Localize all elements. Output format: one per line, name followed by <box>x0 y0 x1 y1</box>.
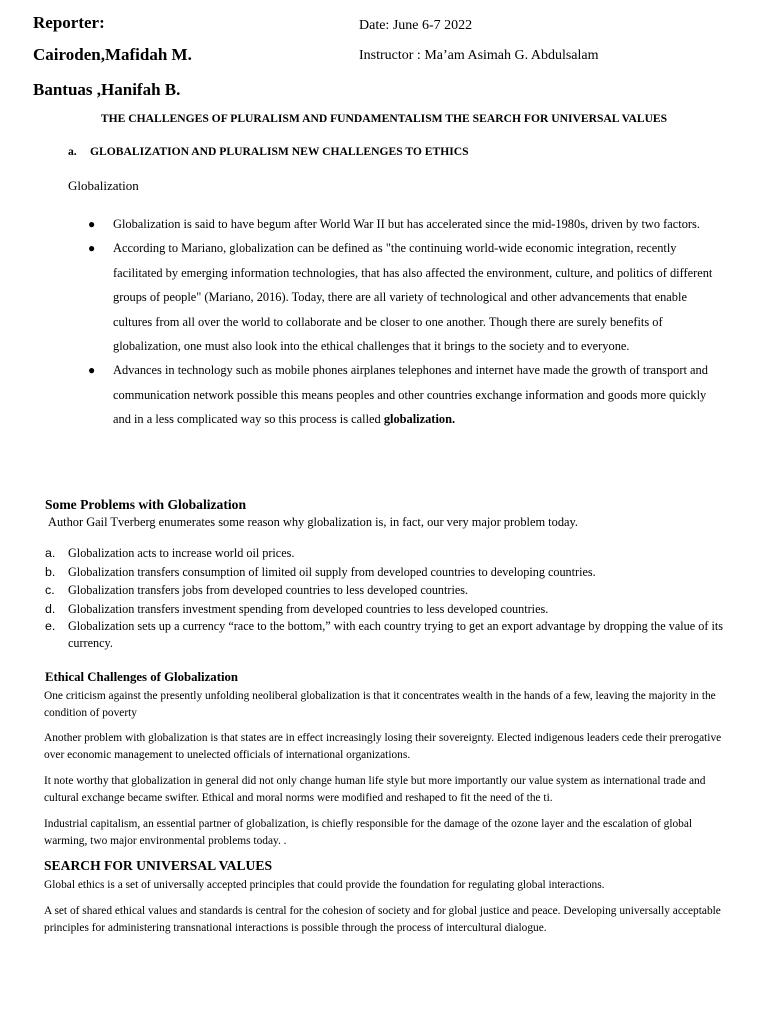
globalization-bullet-list <box>88 212 724 432</box>
bullet-text: Globalization is said to have begum after World War II but has accelerated since the mid-1980s, driven by two factors. <box>113 217 700 231</box>
reporter-name-2: Bantuas ,Hanifah B. <box>33 80 181 99</box>
universal-paragraph: Global ethics is a set of universally accepted principles that could provide the foundation for regulating global interactions. <box>44 879 605 891</box>
problem-letter: b. <box>45 564 56 579</box>
bullet-bold-term: globalization. <box>383 412 456 427</box>
reporter-label: Reporter: <box>33 13 105 32</box>
instructor-line: Instructor : Ma’am Asimah G. Abdulsalam <box>359 48 599 63</box>
problem-item <box>45 563 723 582</box>
problem-text: Globalization transfers jobs from developed countries to less developed countries. <box>68 583 469 598</box>
bullet-text: According to Mariano, globalization can be defined as "the continuing world-wide economic integration, recently facilitated by emerging information technologies, that has also affected the environment, culture, and politics of different groups of people" (Mariano, 2016). Today, there are all variety of technological and other advancements that enable cultures from all over the world to collaborate and be closer to one another. Though there are surely benefits of globalization, one must also look into the ethical challenges that it brings to the society and to everyone. <box>113 241 713 354</box>
universal-values-heading: SEARCH FOR UNIVERSAL VALUES <box>44 858 273 873</box>
problem-item <box>45 581 723 600</box>
problem-item <box>45 618 723 652</box>
problem-letter: c. <box>45 583 55 598</box>
problem-text: Globalization sets up a currency “race to the bottom,” with each country trying to get an export advantage by dropping the value of its currency. <box>68 619 723 651</box>
problem-item <box>45 600 723 619</box>
section-a-number: a. <box>68 145 77 158</box>
problem-text: Globalization transfers investment spending from developed countries to less developed countries. <box>68 601 549 616</box>
date-line: Date: June 6-7 2022 <box>359 18 473 33</box>
bullet-dot-icon: ● <box>88 217 96 231</box>
bullet-item <box>88 236 724 358</box>
ethical-paragraph: One criticism against the presently unfolding neoliberal globalization is that it concentrates wealth in the hands of a few, leaving the majority in the condition of poverty <box>44 690 716 719</box>
ethical-paragraph: Another problem with globalization is that states are in effect increasingly losing their sovereignty. Elected indigenous leaders cede their prerogative over economic management to unelected officials of international organizations. <box>44 732 722 761</box>
problem-letter: d. <box>45 601 56 616</box>
globalization-subheading: Globalization <box>68 178 139 193</box>
problems-intro: Author Gail Tverberg enumerates some reason why globalization is, in fact, our very major problem today. <box>48 515 579 529</box>
bullet-text: Advances in technology such as mobile phones airplanes telephones and internet have made the growth of transport and communication network possible this means peoples and other countries exchange information and goods more quickly and in a less complicated way so this process is called <box>113 363 708 427</box>
problem-letter: a. <box>45 546 56 560</box>
document-title: THE CHALLENGES OF PLURALISM AND FUNDAMENTALISM THE SEARCH FOR UNIVERSAL VALUES <box>100 112 668 125</box>
problem-item <box>45 544 723 563</box>
ethical-challenges-heading: Ethical Challenges of Globalization <box>45 670 239 684</box>
section-a-heading <box>68 145 469 158</box>
reporter-name-1: Cairoden,Mafidah M. <box>33 45 192 64</box>
problem-letter: e. <box>45 619 56 634</box>
universal-paragraph: A set of shared ethical values and standards is central for the cohesion of society and for global justice and peace. Developing universally acceptable principles for administering transnational interactions is possible through the process of intercultural dialogue. <box>44 905 721 934</box>
problems-list <box>45 544 723 652</box>
problems-heading: Some Problems with Globalization <box>45 497 247 512</box>
section-a-heading-text: GLOBALIZATION AND PLURALISM NEW CHALLENGES TO ETHICS <box>90 145 469 158</box>
problem-text: Globalization acts to increase world oil prices. <box>68 546 295 560</box>
bullet-item <box>88 358 724 431</box>
ethical-paragraph: It note worthy that globalization in general did not only change human life style but more importantly our value system as international trade and cultural exchange became swifter. Ethical and moral norms were modified and reshaped to fit the need of the ti. <box>44 775 706 804</box>
problem-text: Globalization transfers consumption of limited oil supply from developed countries to developing countries. <box>68 564 596 579</box>
bullet-dot-icon: ● <box>88 241 96 256</box>
bullet-dot-icon: ● <box>88 363 96 378</box>
ethical-paragraph: Industrial capitalism, an essential partner of globalization, is chiefly responsible for the damage of the ozone layer and the escalation of global warming, two major environmental problems today. . <box>44 818 693 847</box>
bullet-item <box>88 212 724 236</box>
